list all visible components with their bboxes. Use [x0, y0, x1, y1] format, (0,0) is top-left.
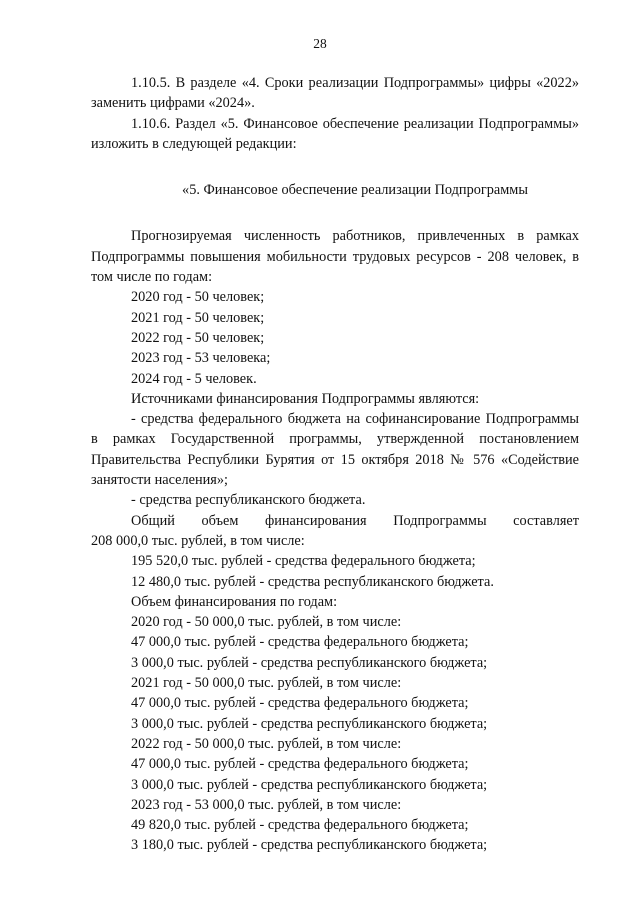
total-financing-amount: 208 000,0 тыс. рублей, в том числе: — [91, 532, 305, 549]
total-financing-line: Общий объем финансирования Подпрограммы составляет — [131, 512, 579, 529]
by-year-intro: Объем финансирования по годам: — [131, 593, 338, 610]
finance-year-line: 3 000,0 тыс. рублей - средства республиканского бюджета; — [131, 654, 488, 671]
paragraph-1-10-5: 1.10.5. В разделе «4. Сроки реализации Подпрограммы» цифры «2022» заменить цифрами «2024». — [91, 75, 579, 112]
section-heading: «5. Финансовое обеспечение реализации Подпрограммы — [182, 182, 528, 199]
finance-year-line: 3 000,0 тыс. рублей - средства республиканского бюджета; — [131, 715, 488, 732]
sources-intro: Источниками финансирования Подпрограммы являются: — [131, 390, 480, 407]
total-republic: 12 480,0 тыс. рублей - средства республиканского бюджета. — [131, 573, 494, 590]
finance-year-line: 2021 год - 50 000,0 тыс. рублей, в том числе: — [131, 675, 402, 692]
workers-year-line: 2020 год - 50 человек; — [131, 289, 265, 306]
workers-year-line: 2021 год - 50 человек; — [131, 309, 265, 326]
finance-year-line: 3 000,0 тыс. рублей - средства республиканского бюджета; — [131, 776, 488, 793]
finance-year-line: 2022 год - 50 000,0 тыс. рублей, в том числе: — [131, 735, 402, 752]
finance-year-line: 2023 год - 53 000,0 тыс. рублей, в том числе: — [131, 796, 402, 813]
workers-year-line: 2023 год - 53 человека; — [131, 350, 271, 367]
paragraph-1-10-6: 1.10.6. Раздел «5. Финансовое обеспечение реализации Подпрограммы» изложить в следующей редакции: — [91, 115, 579, 152]
finance-year-line: 47 000,0 тыс. рублей - средства федерального бюджета; — [131, 695, 469, 712]
source-federal: - средства федерального бюджета на софинансирование Подпрограммы в рамках Государственной программы, утвержденной постановлением Правительства Республики Бурятия от 15 октября 2018 № 576 «Содействие занятости населения»; — [91, 411, 579, 489]
workers-year-line: 2024 год - 5 человек. — [131, 370, 257, 387]
finance-year-line: 3 180,0 тыс. рублей - средства республиканского бюджета; — [131, 837, 488, 854]
finance-year-line: 47 000,0 тыс. рублей - средства федерального бюджета; — [131, 756, 469, 773]
finance-year-line: 47 000,0 тыс. рублей - средства федерального бюджета; — [131, 634, 469, 651]
workers-intro: Прогнозируемая численность работников, привлеченных в рамках Подпрограммы повышения мобильности трудовых ресурсов - 208 человек, в том числе по годам: — [91, 228, 579, 286]
workers-year-line: 2022 год - 50 человек; — [131, 329, 265, 346]
total-federal: 195 520,0 тыс. рублей - средства федерального бюджета; — [131, 553, 476, 570]
finance-year-line: 2020 год - 50 000,0 тыс. рублей, в том числе: — [131, 614, 402, 631]
page-number: 28 — [313, 36, 327, 51]
finance-year-line: 49 820,0 тыс. рублей - средства федерального бюджета; — [131, 817, 469, 834]
source-republic: - средства республиканского бюджета. — [131, 492, 366, 509]
document-body — [91, 73, 579, 856]
